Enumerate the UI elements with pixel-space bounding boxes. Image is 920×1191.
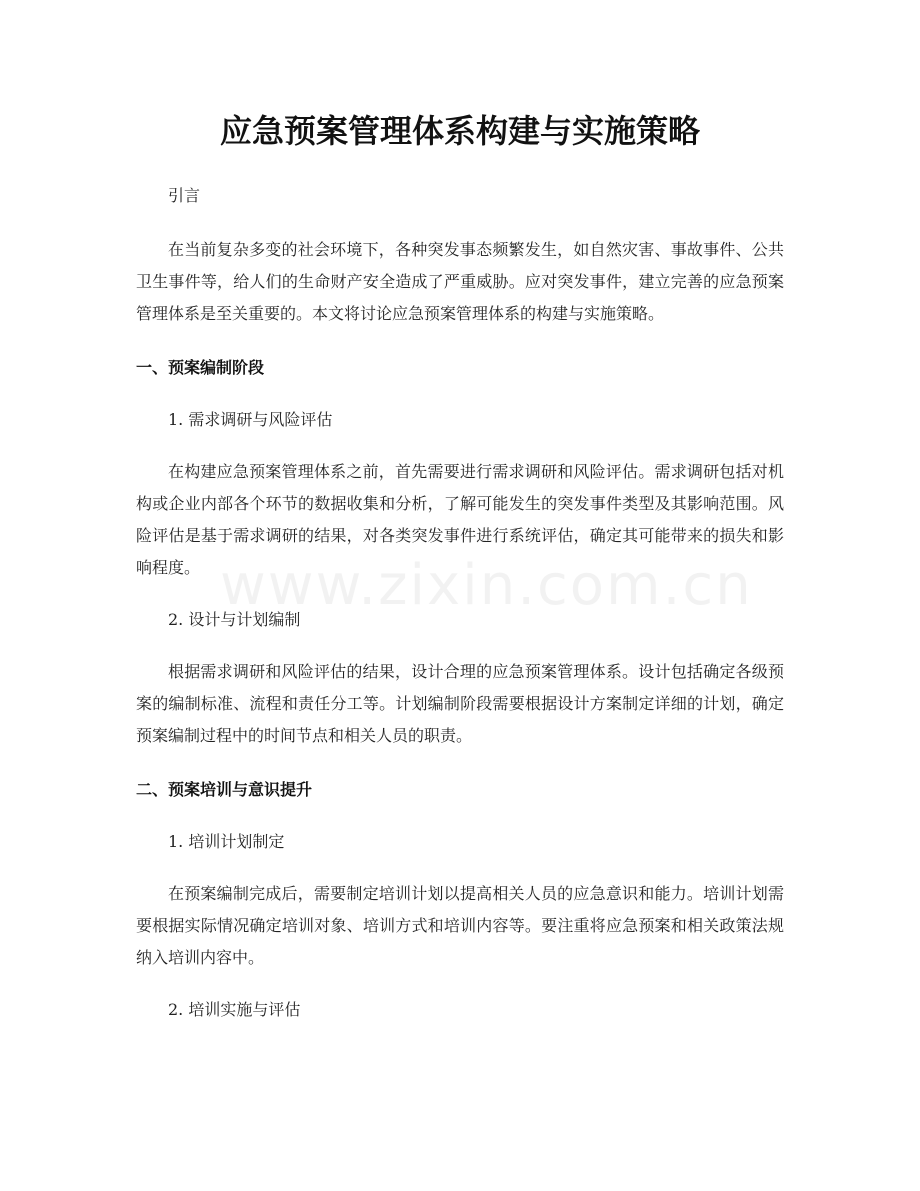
subheading-2-1: 1. 培训计划制定 xyxy=(168,832,285,851)
paragraph-1-2: 根据需求调研和风险评估的结果，设计合理的应急预案管理体系。设计包括确定各级预案的编制标准、流程和责任分工等。计划编制阶段需要根据设计方案制定详细的计划，确定预案编制过程中的时间节点和相关人员的职责。 xyxy=(136,662,784,745)
subheading-1-1: 1. 需求调研与风险评估 xyxy=(168,410,333,429)
intro-paragraph: 在当前复杂多变的社会环境下，各种突发事态频繁发生，如自然灾害、事故事件、公共卫生事件等，给人们的生命财产安全造成了严重威胁。应对突发事件，建立完善的应急预案管理体系是至关重要的。本文将讨论应急预案管理体系的构建与实施策略。 xyxy=(136,240,784,323)
intro-heading: 引言 xyxy=(168,186,201,205)
document-body xyxy=(136,180,784,1026)
section-heading-1: 一、预案编制阶段 xyxy=(136,358,265,377)
paragraph-2-1: 在预案编制完成后，需要制定培训计划以提高相关人员的应急意识和能力。培训计划需要根据实际情况确定培训对象、培训方式和培训内容等。要注重将应急预案和相关政策法规纳入培训内容中。 xyxy=(136,884,784,967)
section-heading-2: 二、预案培训与意识提升 xyxy=(136,780,313,799)
watermark: www.zixin.com.cn xyxy=(220,553,753,618)
subheading-2-2: 2. 培训实施与评估 xyxy=(168,1000,301,1019)
paragraph-1-1: 在构建应急预案管理体系之前，首先需要进行需求调研和风险评估。需求调研包括对机构或企业内部各个环节的数据收集和分析，了解可能发生的突发事件类型及其影响范围。风险评估是基于需求调研的结果，对各类突发事件进行系统评估，确定其可能带来的损失和影响程度。 xyxy=(136,462,784,577)
subheading-1-2: 2. 设计与计划编制 xyxy=(168,610,301,629)
page-title: 应急预案管理体系构建与实施策略 xyxy=(219,112,700,150)
